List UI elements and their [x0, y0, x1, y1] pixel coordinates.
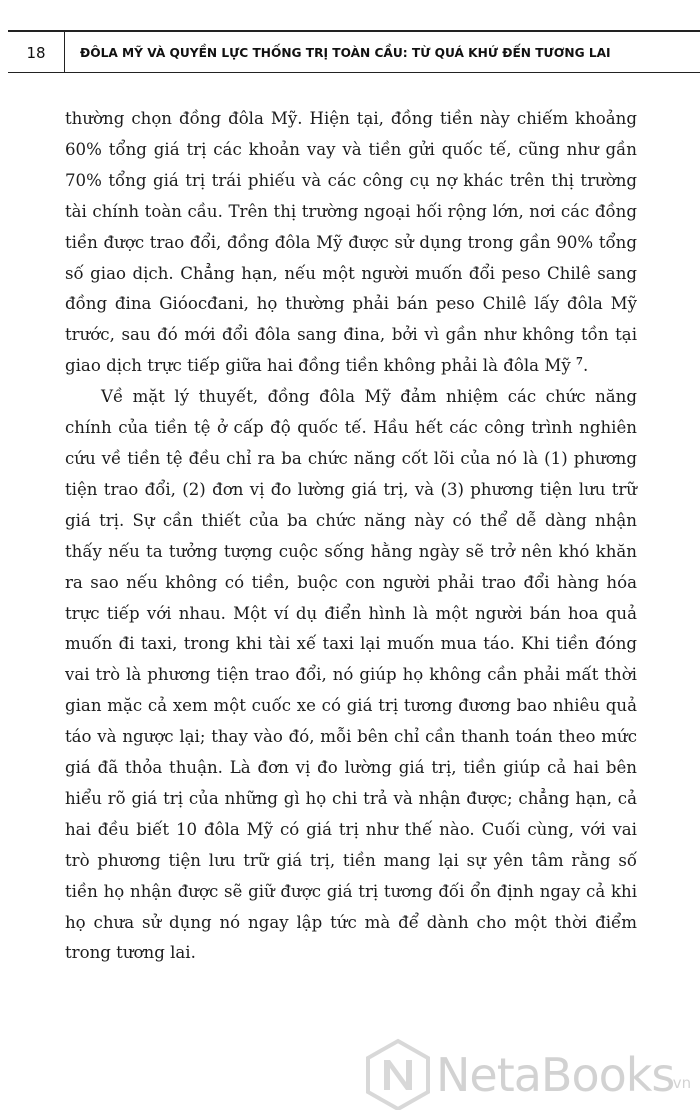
paragraph-1-end: . [582, 356, 589, 376]
header-bottom-rule [8, 72, 700, 73]
footnote-reference[interactable]: 7 [575, 356, 583, 368]
body-text [65, 104, 637, 969]
running-title: ĐÔLA MỸ VÀ QUYỀN LỰC THỐNG TRỊ TOÀN CẦU: TỪ QUÁ KHỨ ĐẾN TƯƠNG LAI [80, 46, 611, 60]
page-number: 18 [26, 44, 46, 62]
watermark-brand: NetaBooks [436, 1048, 675, 1102]
paragraph-1 [65, 104, 637, 382]
header-top-rule [8, 30, 700, 32]
netabooks-watermark [362, 1038, 698, 1118]
paragraph-2: Về mặt lý thuyết, đồng đôla Mỹ đảm nhiệm các chức năng chính của tiền tệ ở cấp độ quốc tế. Hầu hết các công trình nghiên cứu về tiền tệ đều chỉ ra ba chức năng cốt lõi của nó là (1) phương tiện trao đổi, (2) đơn vị đo lường giá trị, và (3) phương tiện lưu trữ giá trị. Sự cần thiết của ba chức năng này có thể dễ dàng nhận thấy nếu ta tưởng tượng cuộc sống hằng ngày sẽ trở nên khó khăn ra sao nếu không có tiền, buộc con người phải trao đổi hàng hóa trực tiếp với nhau. Một ví dụ điển hình là một người bán hoa quả muốn đi taxi, trong khi tài xế taxi lại muốn mua táo. Khi tiền đóng vai trò là phương tiện trao đổi, nó giúp họ không cần phải mất thời gian mặc cả xem một cuốc xe có giá trị tương đương bao nhiêu quả táo và ngược lại; thay vào đó, mỗi bên chỉ cần thanh toán theo mức giá đã thỏa thuận. Là đơn vị đo lường giá trị, tiền giúp cả hai bên hiểu rõ giá trị của những gì họ chi trả và nhận được; chẳng hạn, cả hai đều biết 10 đôla Mỹ có giá trị như thế nào. Cuối cùng, với vai trò phương tiện lưu trữ giá trị, tiền mang lại sự yên tâm rằng số tiền họ nhận được sẽ giữ được giá trị tương đối ổn định ngay cả khi họ chưa sử dụng nó ngay lập tức mà để dành cho một thời điểm trong tương lai. [65, 387, 637, 963]
paragraph-1-text: thường chọn đồng đôla Mỹ. Hiện tại, đồng tiền này chiếm khoảng 60% tổng giá trị các khoản vay và tiền gửi quốc tế, cũng như gần 70% tổng giá trị trái phiếu và các công cụ nợ khác trên thị trường tài chính toàn cầu. Trên thị trường ngoại hối rộng lớn, nơi các đồng tiền được trao đổi, đồng đôla Mỹ được sử dụng trong gần 90% tổng số giao dịch. Chẳng hạn, nếu một người muốn đổi peso Chilê sang đồng đina Gióocđani, họ thường phải bán peso Chilê lấy đôla Mỹ trước, sau đó mới đổi đôla sang đina, bởi vì gần như không tồn tại giao dịch trực tiếp giữa hai đồng tiền không phải là đôla Mỹ [65, 109, 637, 376]
watermark-suffix: .vn [668, 1074, 692, 1092]
netabooks-logo-icon [362, 1038, 434, 1110]
header-divider [64, 30, 65, 72]
